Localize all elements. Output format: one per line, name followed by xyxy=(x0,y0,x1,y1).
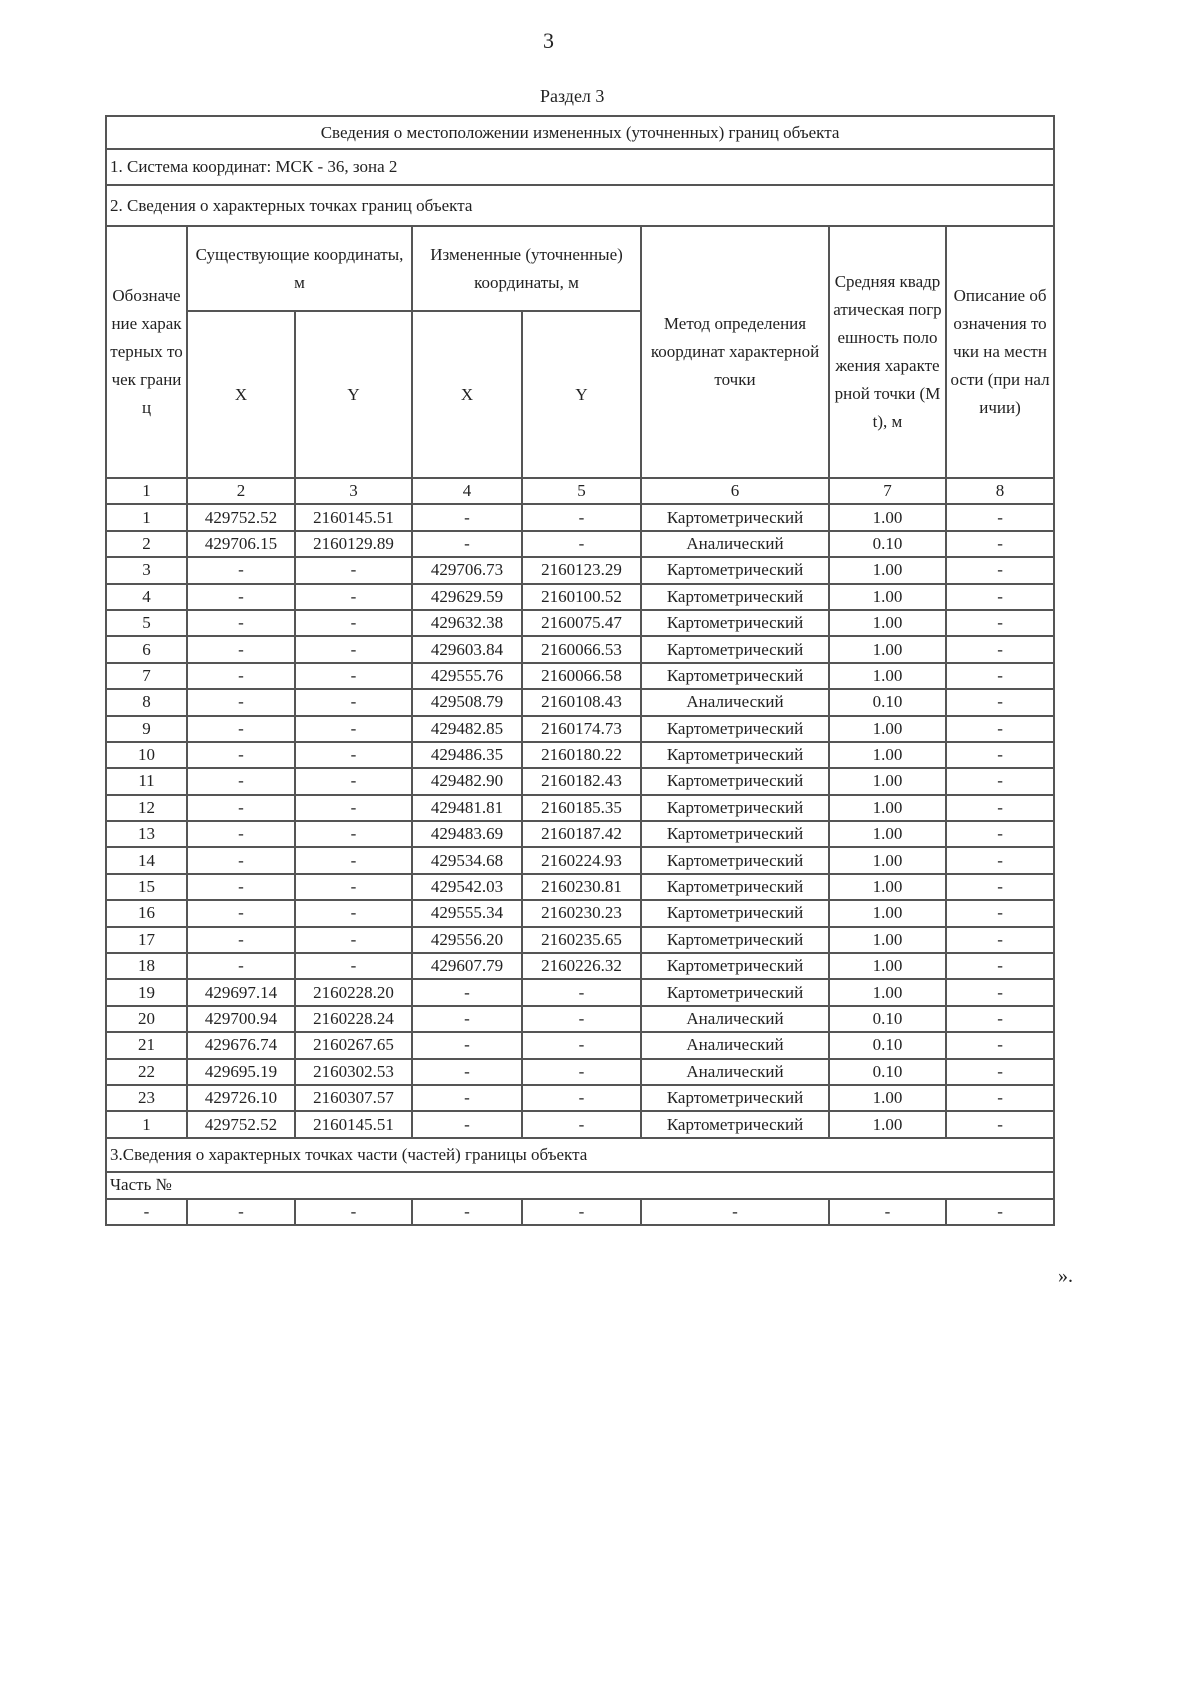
cell-col-4: 429534.68 xyxy=(412,847,522,873)
cell-col-8: - xyxy=(946,953,1054,979)
cell-col-3: - xyxy=(295,716,412,742)
header-existing-x: X xyxy=(187,311,295,478)
cell-col-4: 429632.38 xyxy=(412,610,522,636)
cell-col-1: 1 xyxy=(106,1111,187,1137)
header-changed: Измененные (уточненные) координаты, м xyxy=(412,226,641,311)
page-number: 3 xyxy=(543,28,554,53)
cell-col-1: 10 xyxy=(106,742,187,768)
cell-col-6: Картометрический xyxy=(641,742,829,768)
cell-col-3: 2160302.53 xyxy=(295,1059,412,1085)
cell-col-8: - xyxy=(946,847,1054,873)
cell-col-6: Картометрический xyxy=(641,847,829,873)
part-row xyxy=(106,1199,1054,1225)
cell-col-8: - xyxy=(946,636,1054,662)
cell-col-4: - xyxy=(412,531,522,557)
cell-col-7: 1.00 xyxy=(829,716,946,742)
cell-col-3: - xyxy=(295,742,412,768)
table-row xyxy=(106,1059,1054,1085)
cell-col-5: 2160174.73 xyxy=(522,716,641,742)
cell-col-7: 0.10 xyxy=(829,531,946,557)
cell-col-2: 429700.94 xyxy=(187,1006,295,1032)
coord-system: 1. Система координат: МСК - 36, зона 2 xyxy=(106,149,1054,185)
table-row xyxy=(106,900,1054,926)
cell-col-5: 2160185.35 xyxy=(522,795,641,821)
cell-col-7: 1.00 xyxy=(829,610,946,636)
boundary-points-table xyxy=(105,115,1055,1226)
table-row xyxy=(106,768,1054,794)
cell-col-7: 1.00 xyxy=(829,821,946,847)
cell-col-6: Картометрический xyxy=(641,504,829,530)
part-cell-8: - xyxy=(946,1199,1054,1225)
cell-col-1: 1 xyxy=(106,504,187,530)
cell-col-8: - xyxy=(946,768,1054,794)
cell-col-7: 1.00 xyxy=(829,953,946,979)
cell-col-2: 429726.10 xyxy=(187,1085,295,1111)
cell-col-1: 18 xyxy=(106,953,187,979)
header-existing: Существующие координаты, м xyxy=(187,226,412,311)
cell-col-1: 12 xyxy=(106,795,187,821)
cell-col-5: 2160224.93 xyxy=(522,847,641,873)
cell-col-2: - xyxy=(187,874,295,900)
cell-col-3: 2160129.89 xyxy=(295,531,412,557)
cell-col-3: 2160307.57 xyxy=(295,1085,412,1111)
cell-col-1: 22 xyxy=(106,1059,187,1085)
cell-col-2: - xyxy=(187,768,295,794)
cell-col-3: - xyxy=(295,557,412,583)
cell-col-6: 6 xyxy=(641,478,829,504)
cell-col-5: - xyxy=(522,531,641,557)
cell-col-4: 429555.34 xyxy=(412,900,522,926)
table-row xyxy=(106,663,1054,689)
cell-col-1: 21 xyxy=(106,1032,187,1058)
closing-quote: ». xyxy=(1058,1265,1073,1287)
part-label: Часть № xyxy=(106,1172,1054,1199)
cell-col-5: 2160230.23 xyxy=(522,900,641,926)
table-row xyxy=(106,821,1054,847)
cell-col-3: - xyxy=(295,900,412,926)
part-cell-5: - xyxy=(522,1199,641,1225)
cell-col-8: - xyxy=(946,1111,1054,1137)
cell-col-2: - xyxy=(187,927,295,953)
cell-col-4: 429629.59 xyxy=(412,584,522,610)
cell-col-7: 1.00 xyxy=(829,979,946,1005)
header-point: Обозначение характерных точек границ xyxy=(106,226,187,478)
cell-col-7: 1.00 xyxy=(829,584,946,610)
table-row xyxy=(106,953,1054,979)
cell-col-1: 15 xyxy=(106,874,187,900)
cell-col-6: Аналический xyxy=(641,1059,829,1085)
cell-col-2: - xyxy=(187,716,295,742)
cell-col-4: 429555.76 xyxy=(412,663,522,689)
cell-col-4: 429508.79 xyxy=(412,689,522,715)
cell-col-4: 429481.81 xyxy=(412,795,522,821)
cell-col-8: 8 xyxy=(946,478,1054,504)
cell-col-1: 14 xyxy=(106,847,187,873)
cell-col-1: 17 xyxy=(106,927,187,953)
cell-col-2: - xyxy=(187,636,295,662)
cell-col-5: 2160108.43 xyxy=(522,689,641,715)
cell-col-3: - xyxy=(295,874,412,900)
cell-col-2: 2 xyxy=(187,478,295,504)
cell-col-1: 2 xyxy=(106,531,187,557)
cell-col-1: 16 xyxy=(106,900,187,926)
cell-col-1: 23 xyxy=(106,1085,187,1111)
cell-col-3: 2160145.51 xyxy=(295,504,412,530)
cell-col-2: 429706.15 xyxy=(187,531,295,557)
part-cell-7: - xyxy=(829,1199,946,1225)
cell-col-4: 429603.84 xyxy=(412,636,522,662)
cell-col-3: - xyxy=(295,636,412,662)
cell-col-2: - xyxy=(187,900,295,926)
cell-col-5: - xyxy=(522,979,641,1005)
cell-col-7: 7 xyxy=(829,478,946,504)
cell-col-1: 9 xyxy=(106,716,187,742)
cell-col-6: Картометрический xyxy=(641,584,829,610)
cell-col-4: 429482.90 xyxy=(412,768,522,794)
cell-col-6: Картометрический xyxy=(641,1111,829,1137)
cell-col-8: - xyxy=(946,689,1054,715)
cell-col-8: - xyxy=(946,795,1054,821)
cell-col-2: - xyxy=(187,742,295,768)
cell-col-5: - xyxy=(522,504,641,530)
cell-col-6: Картометрический xyxy=(641,768,829,794)
cell-col-7: 0.10 xyxy=(829,1032,946,1058)
cell-col-5: 2160075.47 xyxy=(522,610,641,636)
cell-col-6: Картометрический xyxy=(641,610,829,636)
cell-col-2: - xyxy=(187,847,295,873)
cell-col-8: - xyxy=(946,900,1054,926)
cell-col-2: - xyxy=(187,821,295,847)
cell-col-7: 1.00 xyxy=(829,636,946,662)
cell-col-7: 0.10 xyxy=(829,689,946,715)
cell-col-3: 2160145.51 xyxy=(295,1111,412,1137)
cell-col-6: Аналический xyxy=(641,1006,829,1032)
cell-col-6: Картометрический xyxy=(641,1085,829,1111)
cell-col-6: Картометрический xyxy=(641,874,829,900)
cell-col-6: Картометрический xyxy=(641,927,829,953)
cell-col-4: - xyxy=(412,1059,522,1085)
header-method: Метод определения координат характерной точки xyxy=(641,226,829,478)
cell-col-2: 429695.19 xyxy=(187,1059,295,1085)
cell-col-4: - xyxy=(412,1006,522,1032)
cell-col-8: - xyxy=(946,663,1054,689)
cell-col-6: Картометрический xyxy=(641,821,829,847)
cell-col-4: 4 xyxy=(412,478,522,504)
cell-col-1: 4 xyxy=(106,584,187,610)
cell-col-1: 5 xyxy=(106,610,187,636)
header-changed-y: Y xyxy=(522,311,641,478)
cell-col-8: - xyxy=(946,716,1054,742)
cell-col-1: 8 xyxy=(106,689,187,715)
cell-col-4: 429482.85 xyxy=(412,716,522,742)
header-error: Средняя квадратическая погрешность положения характерной точки (Mt), м xyxy=(829,226,946,478)
column-numbers-row xyxy=(106,478,1054,504)
cell-col-8: - xyxy=(946,821,1054,847)
table-row xyxy=(106,979,1054,1005)
part-cell-4: - xyxy=(412,1199,522,1225)
cell-col-4: 429607.79 xyxy=(412,953,522,979)
points-section-title: 2. Сведения о характерных точках границ объекта xyxy=(106,185,1054,226)
cell-col-4: - xyxy=(412,979,522,1005)
cell-col-8: - xyxy=(946,610,1054,636)
cell-col-8: - xyxy=(946,742,1054,768)
cell-col-3: - xyxy=(295,821,412,847)
cell-col-3: 2160267.65 xyxy=(295,1032,412,1058)
cell-col-5: 2160235.65 xyxy=(522,927,641,953)
cell-col-7: 0.10 xyxy=(829,1006,946,1032)
cell-col-7: 1.00 xyxy=(829,504,946,530)
cell-col-1: 19 xyxy=(106,979,187,1005)
cell-col-1: 3 xyxy=(106,557,187,583)
cell-col-4: - xyxy=(412,504,522,530)
table-row xyxy=(106,1032,1054,1058)
cell-col-2: 429752.52 xyxy=(187,504,295,530)
cell-col-6: Аналический xyxy=(641,531,829,557)
cell-col-7: 1.00 xyxy=(829,1111,946,1137)
cell-col-7: 1.00 xyxy=(829,742,946,768)
cell-col-5: - xyxy=(522,1059,641,1085)
cell-col-8: - xyxy=(946,1006,1054,1032)
table-row xyxy=(106,557,1054,583)
cell-col-3: 2160228.20 xyxy=(295,979,412,1005)
cell-col-2: 429752.52 xyxy=(187,1111,295,1137)
cell-col-7: 1.00 xyxy=(829,768,946,794)
cell-col-8: - xyxy=(946,979,1054,1005)
cell-col-4: - xyxy=(412,1032,522,1058)
table-row xyxy=(106,716,1054,742)
cell-col-2: - xyxy=(187,610,295,636)
cell-col-7: 1.00 xyxy=(829,663,946,689)
table-row xyxy=(106,504,1054,530)
cell-col-7: 0.10 xyxy=(829,1059,946,1085)
table-row xyxy=(106,1111,1054,1137)
cell-col-5: 2160123.29 xyxy=(522,557,641,583)
cell-col-6: Картометрический xyxy=(641,636,829,662)
cell-col-6: Аналический xyxy=(641,1032,829,1058)
section-label: Раздел 3 xyxy=(540,86,605,106)
cell-col-4: 429486.35 xyxy=(412,742,522,768)
cell-col-5: 2160230.81 xyxy=(522,874,641,900)
cell-col-2: 429697.14 xyxy=(187,979,295,1005)
cell-col-1: 1 xyxy=(106,478,187,504)
cell-col-6: Картометрический xyxy=(641,557,829,583)
cell-col-6: Аналический xyxy=(641,689,829,715)
cell-col-8: - xyxy=(946,927,1054,953)
cell-col-8: - xyxy=(946,584,1054,610)
cell-col-3: - xyxy=(295,689,412,715)
parts-section-title: 3.Сведения о характерных точках части (частей) границы объекта xyxy=(106,1138,1054,1172)
cell-col-4: 429483.69 xyxy=(412,821,522,847)
table-title: Сведения о местоположении измененных (уточненных) границ объекта xyxy=(106,116,1054,149)
cell-col-5: 5 xyxy=(522,478,641,504)
cell-col-7: 1.00 xyxy=(829,795,946,821)
cell-col-7: 1.00 xyxy=(829,557,946,583)
header-changed-x: X xyxy=(412,311,522,478)
cell-col-7: 1.00 xyxy=(829,900,946,926)
table-row xyxy=(106,1085,1054,1111)
cell-col-8: - xyxy=(946,1032,1054,1058)
cell-col-2: - xyxy=(187,663,295,689)
table-row xyxy=(106,742,1054,768)
cell-col-3: 2160228.24 xyxy=(295,1006,412,1032)
cell-col-1: 6 xyxy=(106,636,187,662)
cell-col-2: 429676.74 xyxy=(187,1032,295,1058)
cell-col-5: 2160182.43 xyxy=(522,768,641,794)
part-cell-2: - xyxy=(187,1199,295,1225)
cell-col-4: 429556.20 xyxy=(412,927,522,953)
cell-col-8: - xyxy=(946,504,1054,530)
cell-col-3: - xyxy=(295,847,412,873)
cell-col-3: - xyxy=(295,610,412,636)
cell-col-2: - xyxy=(187,795,295,821)
cell-col-6: Картометрический xyxy=(641,953,829,979)
table-row xyxy=(106,584,1054,610)
cell-col-5: 2160180.22 xyxy=(522,742,641,768)
cell-col-1: 20 xyxy=(106,1006,187,1032)
header-existing-y: Y xyxy=(295,311,412,478)
cell-col-5: - xyxy=(522,1006,641,1032)
cell-col-4: 429706.73 xyxy=(412,557,522,583)
cell-col-6: Картометрический xyxy=(641,900,829,926)
table-row xyxy=(106,874,1054,900)
cell-col-8: - xyxy=(946,1059,1054,1085)
cell-col-2: - xyxy=(187,557,295,583)
cell-col-6: Картометрический xyxy=(641,979,829,1005)
table-row xyxy=(106,531,1054,557)
cell-col-5: 2160066.53 xyxy=(522,636,641,662)
cell-col-3: 3 xyxy=(295,478,412,504)
cell-col-8: - xyxy=(946,1085,1054,1111)
cell-col-2: - xyxy=(187,953,295,979)
cell-col-6: Картометрический xyxy=(641,716,829,742)
cell-col-2: - xyxy=(187,689,295,715)
cell-col-7: 1.00 xyxy=(829,874,946,900)
table-row xyxy=(106,847,1054,873)
part-cell-1: - xyxy=(106,1199,187,1225)
cell-col-7: 1.00 xyxy=(829,847,946,873)
table-row xyxy=(106,927,1054,953)
cell-col-5: - xyxy=(522,1111,641,1137)
header-description: Описание обозначения точки на местности (при наличии) xyxy=(946,226,1054,478)
cell-col-1: 13 xyxy=(106,821,187,847)
cell-col-5: - xyxy=(522,1085,641,1111)
cell-col-8: - xyxy=(946,874,1054,900)
cell-col-3: - xyxy=(295,927,412,953)
cell-col-3: - xyxy=(295,768,412,794)
cell-col-4: - xyxy=(412,1111,522,1137)
cell-col-6: Картометрический xyxy=(641,795,829,821)
cell-col-5: 2160066.58 xyxy=(522,663,641,689)
table-row xyxy=(106,1006,1054,1032)
cell-col-2: - xyxy=(187,584,295,610)
cell-col-5: 2160100.52 xyxy=(522,584,641,610)
cell-col-6: Картометрический xyxy=(641,663,829,689)
cell-col-3: - xyxy=(295,953,412,979)
cell-col-8: - xyxy=(946,557,1054,583)
cell-col-4: - xyxy=(412,1085,522,1111)
cell-col-5: 2160187.42 xyxy=(522,821,641,847)
part-cell-6: - xyxy=(641,1199,829,1225)
cell-col-7: 1.00 xyxy=(829,1085,946,1111)
cell-col-3: - xyxy=(295,663,412,689)
cell-col-8: - xyxy=(946,531,1054,557)
table-row xyxy=(106,689,1054,715)
cell-col-5: - xyxy=(522,1032,641,1058)
cell-col-3: - xyxy=(295,584,412,610)
table-row xyxy=(106,795,1054,821)
cell-col-4: 429542.03 xyxy=(412,874,522,900)
cell-col-5: 2160226.32 xyxy=(522,953,641,979)
cell-col-7: 1.00 xyxy=(829,927,946,953)
table-row xyxy=(106,636,1054,662)
cell-col-1: 11 xyxy=(106,768,187,794)
table-row xyxy=(106,610,1054,636)
cell-col-1: 7 xyxy=(106,663,187,689)
part-cell-3: - xyxy=(295,1199,412,1225)
cell-col-3: - xyxy=(295,795,412,821)
